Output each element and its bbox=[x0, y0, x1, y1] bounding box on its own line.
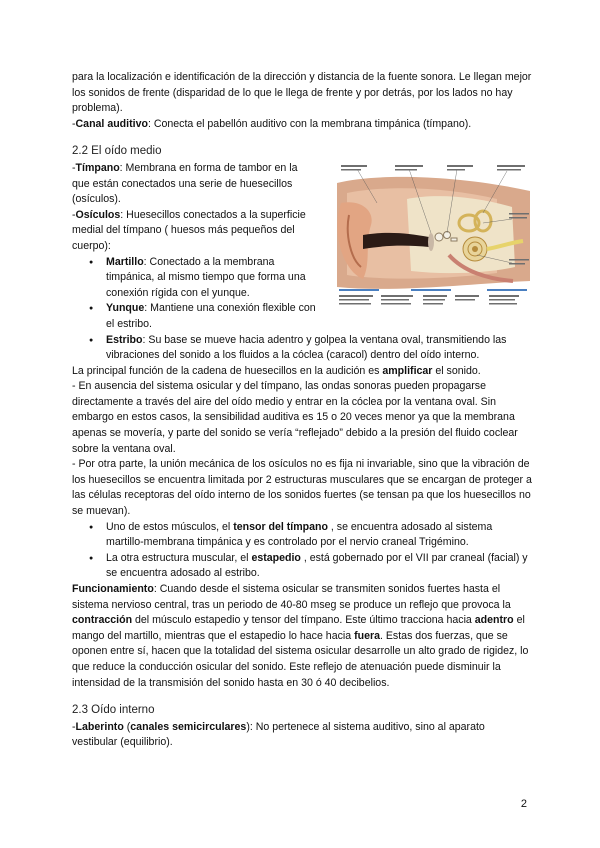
ear-anatomy-figure bbox=[337, 163, 530, 323]
intro-paragraph: para la localización e identificación de la dirección y distancia de la fuente sonora. Le llegan mejor los sonidos de frente (disparidad de lo que le llega de frente y por detrás, por los lados no hay problema). bbox=[72, 71, 532, 115]
muscles-list bbox=[72, 520, 532, 582]
list-item: ● La otra estructura muscular, el estapedio , está gobernado por el VII par craneal (facial) y se encuentra adosado al estribo. bbox=[92, 551, 532, 582]
laberinto-paragraph: -Laberinto (canales semicirculares): No pertenece al sistema auditivo, sino al aparato vestibular (equilibrio). bbox=[72, 720, 485, 749]
section-heading-oido-interno: 2.3 Oído interno bbox=[72, 704, 155, 717]
amplify-paragraph: La principal función de la cadena de huesecillos en la audición es amplificar el sonido. bbox=[72, 364, 481, 377]
funcionamiento-paragraph: Funcionamiento: Cuando desde el sistema osicular se transmiten sonidos fuertes hasta el sistema nervioso central, tras un periodo de 40-80 mseg se produce un reflejo que provoca la contracción del músculo estapedio y tensor del tímpano. Este último tracciona hacia adentro el mango del martillo, mientras que el estapedio lo hace hacia fuera. Estas dos fuerzas, que se oponen entre sí, hacen que la totalidad del sistema osicular desarrolle un alto grado de rigidez, lo que reduce la conducción osicular del sonido. Este reflejo de atenuación puede disminuir la intensidad de la transmisión del sonido hasta en 30 ó 40 decibelios. bbox=[72, 583, 529, 689]
page-number: 2 bbox=[520, 798, 527, 810]
list-item: ● Yunque: Mantiene una conexión flexible con el estribo. bbox=[92, 301, 316, 332]
osiculos-paragraph: -Osículos: Huesecillos conectados a la superficie medial del tímpano ( huesos más pequeños del cuerpo): bbox=[72, 208, 306, 252]
absence-paragraph: - En ausencia del sistema osicular y del tímpano, las ondas sonoras pueden propagarse directamente a través del aire del oído medio y entrar en la cóclea por la ventana oval. Sin embargo en estos casos, la sensibilidad auditiva es 15 o 20 veces menor ya que la membrana apenas se movería, y parte del sonido se vería “reflejado” debido a la presión del fluido coclear sobre la ventana oval. bbox=[72, 380, 518, 455]
timpano-paragraph: -Tímpano: Membrana en forma de tambor en la que están conectados una serie de huesecillos (osículos). bbox=[72, 161, 298, 206]
list-item: ● Uno de estos músculos, el tensor del tímpano , se encuentra adosado al sistema martillo-membrana timpánica y es controlado por el nervio craneal Trigémino. bbox=[92, 520, 532, 551]
canal-auditivo-paragraph: -Canal auditivo: Conecta el pabellón auditivo con la membrana timpánica (tímpano). bbox=[72, 117, 472, 130]
list-item: ● Estribo: Su base se mueve hacia adentro y golpea la ventana oval, transmitiendo las vibraciones del sonido a los fluidos a la cóclea (caracol) dentro del oído interno. bbox=[92, 333, 532, 364]
section-heading-oido-medio: 2.2 El oído medio bbox=[72, 145, 162, 158]
ear-anatomy-illustration bbox=[337, 163, 530, 323]
union-paragraph: - Por otra parte, la unión mecánica de los osículos no es fija ni invariable, sino que la vibración de los huesecillos se encuentra limitada por 2 estructuras musculares que se encargan de proteger a las células receptoras del oído interno de los sonidos fuertes (se tensan pa que los huesecillos no se muevan). bbox=[72, 458, 532, 518]
list-item: ● Martillo: Conectado a la membrana timpánica, al mismo tiempo que forma una conexión rígida con el yunque. bbox=[92, 255, 316, 302]
